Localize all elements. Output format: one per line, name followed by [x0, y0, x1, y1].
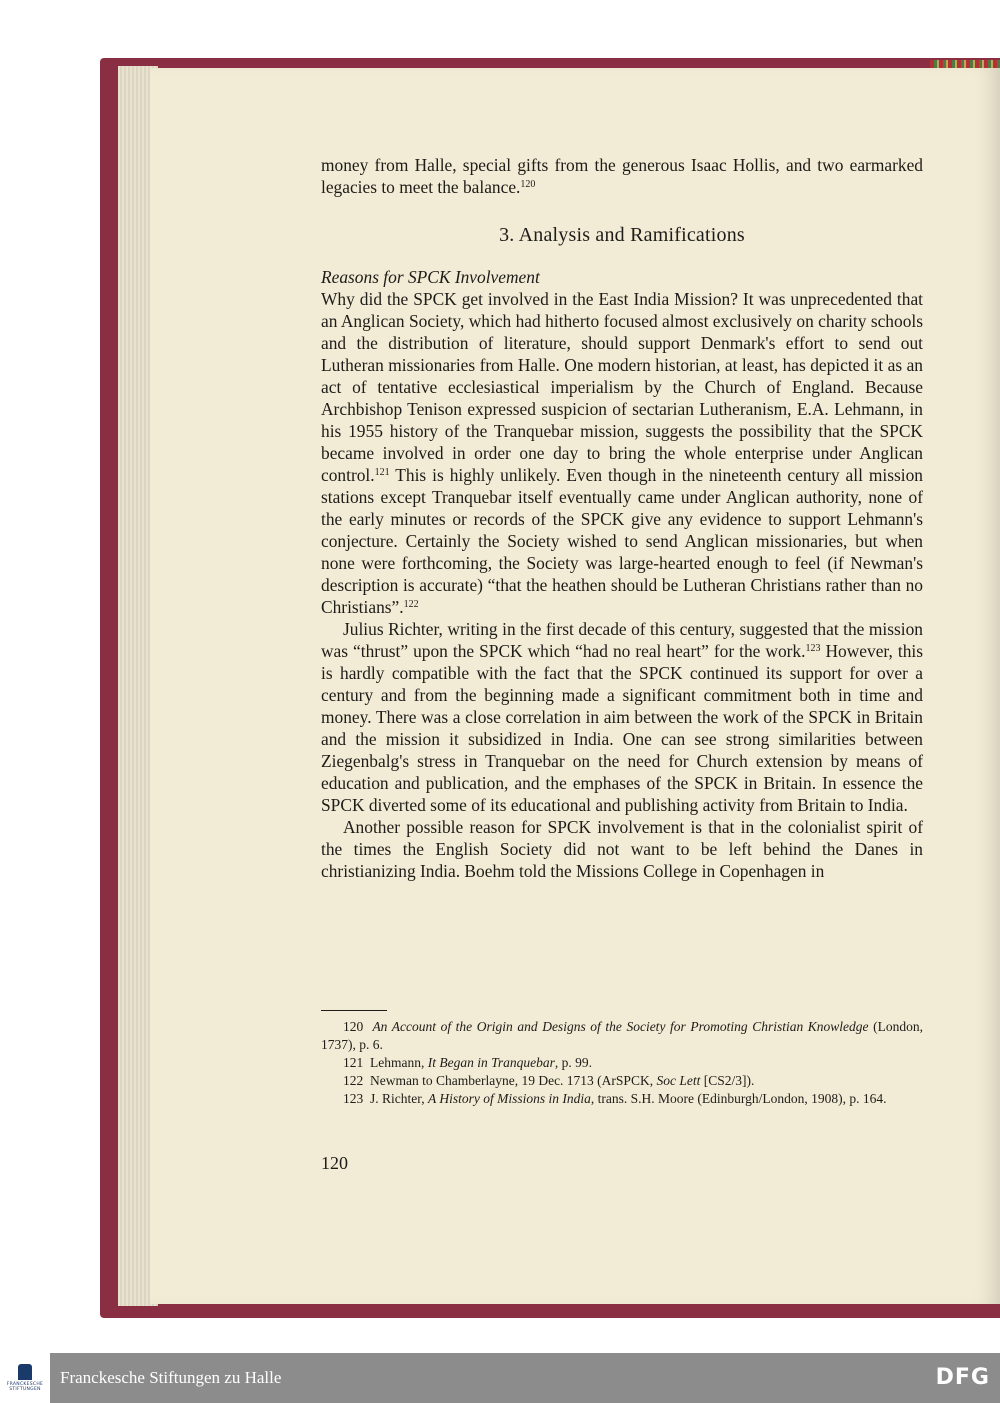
footnote: 120 An Account of the Origin and Designs of the Society for Promoting Christian Knowledge (London, 1737), p. 6.: [321, 1019, 924, 1052]
subheading: Reasons for SPCK Involvement: [321, 267, 540, 287]
footnote-rule: [321, 1010, 387, 1011]
paragraph-2: Julius Richter, writing in the first decade of this century, suggested that the mission was “thrust” upon the SPCK which “had no real heart” for the work.$^{123}$ However, this is hardly compatible with the fact that the SPCK continued its support for over a century and from the beginning made a significant commitment both in time and money. There was a close correlation in aim between the work of the SPCK in Britain and the mission it subsidized in India. One can see strong similarities between Ziegenbalg's stress in Tranquebar on the need for Church extension by means of education and publication, and the emphases of the SPCK in Britain. In essence the SPCK diverted some of its educational and publishing activity from Britain to India.: [321, 619, 923, 815]
footnote-ref: 123: [805, 643, 821, 654]
section-heading: 3. Analysis and Ramifications: [499, 224, 745, 246]
footnote-ref: 121: [374, 467, 390, 478]
footnote: 123 J. Richter, A History of Missions in India, trans. S.H. Moore (Edinburgh/London, 1908), p. 164.: [343, 1091, 887, 1106]
opening-paragraph: money from Halle, special gifts from the generous Isaac Hollis, and two earmarked legacies to meet the balance.$^{120}$: [321, 155, 923, 197]
building-icon: [18, 1364, 32, 1380]
footer-bar: [0, 1353, 1000, 1403]
page-number: 120: [321, 1153, 348, 1173]
franckesche-logo[interactable]: [0, 1353, 50, 1403]
footnote: 122 Newman to Chamberlayne, 19 Dec. 1713 (ArSPCK, Soc Lett [CS2/3]).: [343, 1073, 755, 1088]
footnote-ref: 122: [403, 599, 419, 610]
footnote: 121 Lehmann, It Began in Tranquebar, p. 99.: [343, 1055, 592, 1070]
paragraph-1: Why did the SPCK get involved in the East India Mission? It was unprecedented that an Anglican Society, which had hitherto focused almost exclusively on charity schools and the distribution of literature, should support Denmark's effort to send out Lutheran missionaries from Halle. One modern historian, at least, has depicted it as an act of tentative ecclesiastical imperialism by the Church of England. Because Archbishop Tenison expressed suspicion of sectarian Lutheranism, E.A. Lehmann, in his 1955 history of the Tranquebar mission, suggests the possibility that the SPCK became involved in order one day to bring the whole enterprise under Anglican control.$^{121}$ This is highly unlikely. Even though in the nineteenth century all mission stations except Tranquebar itself eventually came under Anglican authority, none of the early minutes or records of the SPCK give any evidence to support Lehmann's conjecture. Certainly the Society wished to send Anglican missionaries, but when none were forthcoming, the Society was large-hearted enough to feel (if Newman's description is accurate) “that the heathen should be Lutheran Christians rather than no Christians”.$^{122}$: [321, 289, 923, 617]
footer-title: Franckesche Stiftungen zu Halle: [60, 1368, 282, 1387]
logo-caption: FRANCKESCHE STIFTUNGEN: [6, 1382, 44, 1392]
paragraph-3: Another possible reason for SPCK involvement is that in the colonialist spirit of the times the English Society did not want to be left behind the Danes in christianizing India. Boehm told the Missions College in Copenhagen in: [321, 817, 923, 881]
footnotes: [321, 1018, 923, 1108]
footnote-ref: 120: [520, 179, 536, 190]
body-text: [321, 154, 923, 882]
dfg-logo[interactable]: DFG: [935, 1365, 990, 1390]
